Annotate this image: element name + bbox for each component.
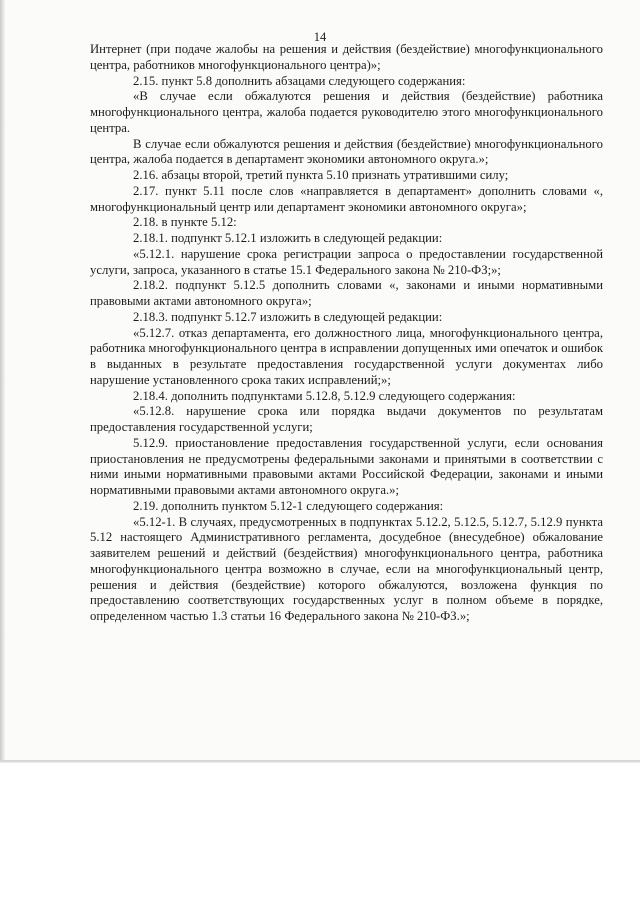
paragraph: 2.18. в пункте 5.12: xyxy=(133,215,237,230)
paragraph: 2.18.4. дополнить подпунктами 5.12.8, 5.12.9 следующего содержания: xyxy=(133,388,516,403)
paragraph: 2.19. дополнить пунктом 5.12-1 следующего содержания: xyxy=(133,498,444,513)
paragraph: «5.12-1. В случаях, предусмотренных в подпунктах 5.12.2, 5.12.5, 5.12.7, 5.12.9 пункта 5.12 настоящего Административного регламента, досудебное (внесудебное) обжалование заявителем решений и действий (бездействия) многофункционального центра, работника многофункционального центра возможно в случае, если на многофункциональный центр, решения и действия (бездействие) которого обжалуются, возложена функция по предоставлению соответствующих государственных услуг в полном объеме в порядке, определенном частью 1.3 статьи 16 Федерального закона № 210-ФЗ.»; xyxy=(90,514,603,623)
paragraph: 2.18.1. подпункт 5.12.1 изложить в следующей редакции: xyxy=(133,231,443,245)
paragraph: 2.18.3. подпункт 5.12.7 изложить в следующей редакции: xyxy=(133,309,443,324)
paragraph: 2.16. абзацы второй, третий пункта 5.10 признать утратившими силу; xyxy=(133,168,509,182)
blank-area xyxy=(0,763,640,905)
paragraph: «5.12.7. отказ департамента, его должностного лица, многофункционального центра, работника многофункционального центра в исправлении допущенных ими опечаток и ошибок в выданных в результате предоставления государственной услуги документах либо нарушение установленного срока таких исправлений;»; xyxy=(90,325,603,387)
paragraph: Интернет (при подаче жалобы на решения и действия (бездействие) многофункционального центра, работников многофункционального центра)»; xyxy=(90,42,603,72)
paragraph: «5.12.1. нарушение срока регистрации запроса о предоставлении государственной услуги, запроса, указанного в статье 15.1 Федерального закона № 210-ФЗ;»; xyxy=(90,246,603,277)
paragraph: 5.12.9. приостановление предоставления государственной услуги, если основания приостановления не предусмотрены федеральными законами и принятыми в соответствии с ними иными нормативными правовыми актами Российской Федерации, законами и иными нормативными правовыми актами автономного округа.»; xyxy=(90,435,603,497)
document-body xyxy=(90,42,603,625)
paragraph: В случае если обжалуются решения и действия (бездействие) многофункционального центра, жалоба подается в департамент экономики автономного округа.»; xyxy=(90,136,603,167)
page-number: 14 xyxy=(313,30,327,44)
paragraph: 2.17. пункт 5.11 после слов «направляется в департамент» дополнить словами «, многофункциональный центр или департамент экономики автономного округа»; xyxy=(90,183,603,214)
paragraph: 2.15. пункт 5.8 дополнить абзацами следующего содержания: xyxy=(133,73,466,88)
scan-left-shadow xyxy=(0,0,5,762)
paragraph: 2.18.2. подпункт 5.12.5 дополнить словами «, законами и иными нормативными правовыми актами автономного округа»; xyxy=(90,278,603,308)
paragraph: «5.12.8. нарушение срока или порядка выдачи документов по результатам предоставления государственной услуги; xyxy=(90,404,603,434)
paragraph: «В случае если обжалуются решения и действия (бездействие) работника многофункционального центра, жалоба подается руководителю этого многофункционального центра. xyxy=(90,89,603,135)
